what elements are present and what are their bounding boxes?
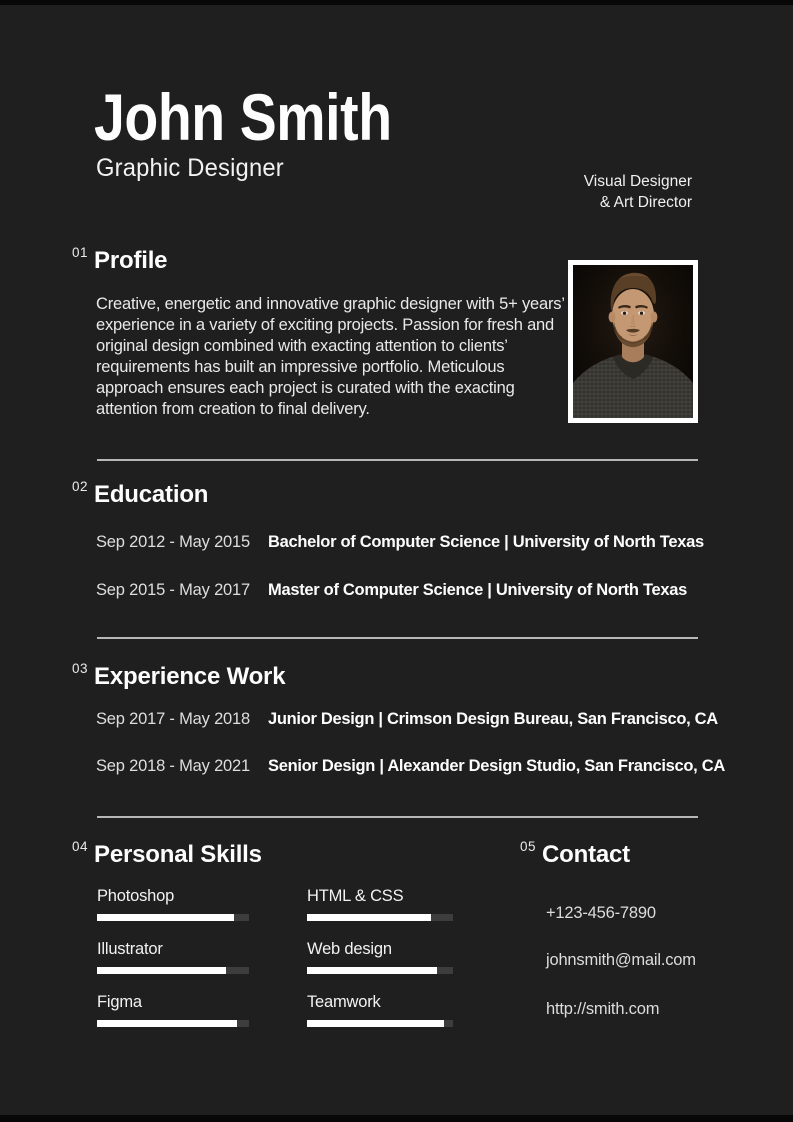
section-title-education: Education: [94, 481, 209, 508]
skill-bar-track: [97, 1020, 249, 1027]
entry-dates: Sep 2017 - May 2018: [96, 710, 250, 728]
divider: [97, 637, 698, 639]
section-title-profile: Profile: [94, 247, 168, 274]
skill-bar-track: [97, 967, 249, 974]
profile-text: Creative, energetic and innovative graphic designer with 5+ years’ experience in a variety of exciting projects. Passion for fresh and original design combined with exacting attention to clients’ requirements has built an impressive portfolio. Meticulous approach ensures each project is curated with the exacting attention from creation to final delivery.: [96, 295, 565, 418]
contact-list: [546, 904, 756, 1019]
entry-description: Senior Design | Alexander Design Studio, San Francisco, CA: [268, 757, 725, 775]
entry-description: Junior Design | Crimson Design Bureau, San Francisco, CA: [268, 710, 718, 728]
skills-list: [97, 887, 453, 1027]
section-number-experience: 03: [72, 661, 89, 676]
skill-bar-fill: [97, 967, 226, 974]
timeline-entry: [96, 710, 718, 729]
skill-bar-track: [97, 914, 249, 921]
divider: [97, 459, 698, 461]
skill-item: [307, 887, 453, 921]
skill-item: [97, 887, 249, 921]
contact-phone: +123-456-7890: [546, 904, 656, 922]
skill-label: Figma: [97, 993, 142, 1011]
section-header-experience: [72, 663, 285, 691]
skill-label: HTML & CSS: [307, 887, 404, 905]
tagline: [584, 171, 692, 213]
portrait-photo-image: [573, 265, 693, 418]
timeline-entry: [96, 581, 708, 600]
section-number-profile: 01: [72, 245, 89, 260]
skill-bar-fill: [97, 1020, 237, 1027]
skill-label: Teamwork: [307, 993, 381, 1011]
skill-bar-track: [307, 914, 453, 921]
entry-dates: Sep 2015 - May 2017: [96, 581, 250, 599]
section-number-education: 02: [72, 479, 89, 494]
timeline-entry: [96, 757, 725, 776]
person-name: John Smith: [94, 80, 392, 154]
section-header-contact: [520, 841, 630, 869]
divider: [97, 816, 698, 818]
timeline-entry: [96, 533, 708, 552]
skill-bar-track: [307, 1020, 453, 1027]
section-title-skills: Personal Skills: [94, 841, 262, 868]
skill-bar-fill: [307, 1020, 444, 1027]
portrait-photo: [568, 260, 698, 423]
tagline-line-1: Visual Designer: [583, 173, 692, 190]
entry-description: Master of Computer Science | University of North Texas: [268, 581, 688, 599]
entry-dates: Sep 2018 - May 2021: [96, 757, 250, 775]
skill-item: [307, 940, 453, 974]
job-title: Graphic Designer: [96, 154, 284, 182]
skill-bar-track: [307, 967, 453, 974]
skill-label: Web design: [307, 940, 392, 958]
contact-email: johnsmith@mail.com: [546, 951, 696, 969]
section-header-profile: [72, 247, 167, 275]
skill-item: [97, 993, 249, 1027]
section-title-contact: Contact: [542, 841, 630, 868]
skill-item: [97, 940, 249, 974]
section-title-experience: Experience Work: [94, 663, 286, 690]
skill-bar-fill: [307, 967, 437, 974]
entry-dates: Sep 2012 - May 2015: [96, 533, 250, 551]
entry-description: Bachelor of Computer Science | University of North Texas: [268, 533, 704, 551]
section-header-education: [72, 481, 208, 509]
section-number-contact: 05: [520, 839, 537, 854]
skill-label: Illustrator: [97, 940, 163, 958]
section-header-skills: [72, 841, 262, 869]
section-number-skills: 04: [72, 839, 89, 854]
skill-label: Photoshop: [97, 887, 175, 905]
skill-item: [307, 993, 453, 1027]
contact-website: http://smith.com: [546, 1000, 660, 1018]
skill-bar-fill: [307, 914, 431, 921]
tagline-line-2: & Art Director: [599, 194, 692, 211]
skill-bar-fill: [97, 914, 234, 921]
